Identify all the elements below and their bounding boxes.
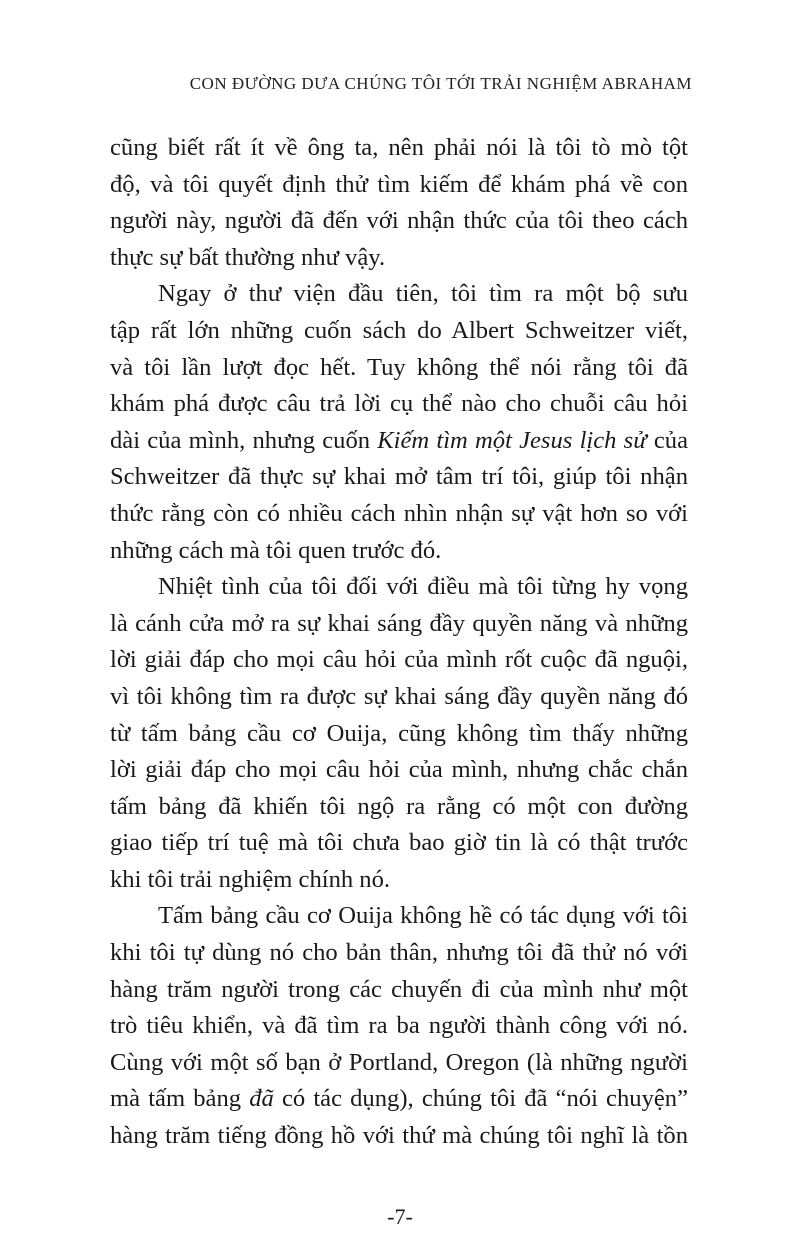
text-line: khi tôi trải nghiệm chính nó. <box>110 865 391 893</box>
text-line: vì tôi không tìm ra được sự khai sáng đầy quyền năng đó <box>110 682 688 710</box>
text-line: Schweitzer đã thực sự khai mở tâm trí tôi, giúp tôi nhận <box>110 463 688 491</box>
text-run: dài của mình, nhưng cuốn <box>110 426 378 454</box>
text-line: trò tiêu khiển, và đã tìm ra ba người thành công với nó. <box>110 1012 688 1040</box>
running-header: CON ĐƯỜNG DƯA CHÚNG TÔI TỚI TRẢI NGHIỆM ABRAHAM <box>189 74 692 93</box>
text-line: giao tiếp trí tuệ mà tôi chưa bao giờ tin là có thật trước <box>110 829 688 857</box>
text-line: tập rất lớn những cuốn sách do Albert Schweitzer viết, <box>110 316 688 344</box>
text-line: Nhiệt tình của tôi đối với điều mà tôi từng hy vọng <box>158 573 688 601</box>
book-title-italic: Kiếm tìm một Jesus lịch sử <box>377 426 647 454</box>
text-line: cũng biết rất ít về ông ta, nên phải nói là tôi tò mò tột <box>110 134 688 161</box>
text-line: là cánh cửa mở ra sự khai sáng đầy quyền năng và những <box>110 609 688 637</box>
page-number: -7- <box>387 1204 413 1229</box>
text-line: tấm bảng đã khiến tôi ngộ ra rằng có một con đường <box>110 792 688 820</box>
text-line: từ tấm bảng cầu cơ Ouija, cũng không tìm thấy những <box>110 719 688 747</box>
text-line: Ngay ở thư viện đầu tiên, tôi tìm ra một bộ sưu <box>158 280 688 308</box>
body-text <box>110 130 688 1155</box>
text-line: độ, và tôi quyết định thử tìm kiếm để khám phá về con <box>110 170 688 198</box>
text-line <box>110 1081 688 1118</box>
text-run: của <box>646 426 688 454</box>
text-line: hàng trăm tiếng đồng hồ với thứ mà chúng tôi nghĩ là tồn <box>110 1122 688 1150</box>
text-line: khi tôi tự dùng nó cho bản thân, nhưng tôi đã thử nó với <box>110 939 688 967</box>
text-line: người này, người đã đến với nhận thức của tôi theo cách <box>110 207 688 235</box>
text-line: lời giải đáp cho mọi câu hỏi của mình rốt cuộc đã nguội, <box>110 646 688 674</box>
emphasis-italic: đã <box>249 1085 274 1113</box>
text-run: mà tấm bảng <box>110 1085 250 1113</box>
text-line: những cách mà tôi quen trước đó. <box>110 536 442 564</box>
text-line <box>110 423 688 460</box>
text-run: có tác dụng), chúng tôi đã “nói chuyện” <box>273 1085 688 1113</box>
text-line: Cùng với một số bạn ở Portland, Oregon (là những người <box>110 1048 688 1076</box>
text-line: và tôi lần lượt đọc hết. Tuy không thể nói rằng tôi đã <box>110 353 688 381</box>
text-line: hàng trăm người trong các chuyến đi của mình như một <box>110 975 688 1003</box>
text-line: Tấm bảng cầu cơ Ouija không hề có tác dụng với tôi <box>158 902 688 930</box>
text-line: khám phá được câu trả lời cụ thể nào cho chuỗi câu hỏi <box>110 390 688 418</box>
text-line: thức rằng còn có nhiều cách nhìn nhận sự vật hơn so với <box>110 499 688 527</box>
text-line: thực sự bất thường như vậy. <box>110 243 386 271</box>
text-line: lời giải đáp cho mọi câu hỏi của mình, nhưng chắc chắn <box>110 756 688 784</box>
